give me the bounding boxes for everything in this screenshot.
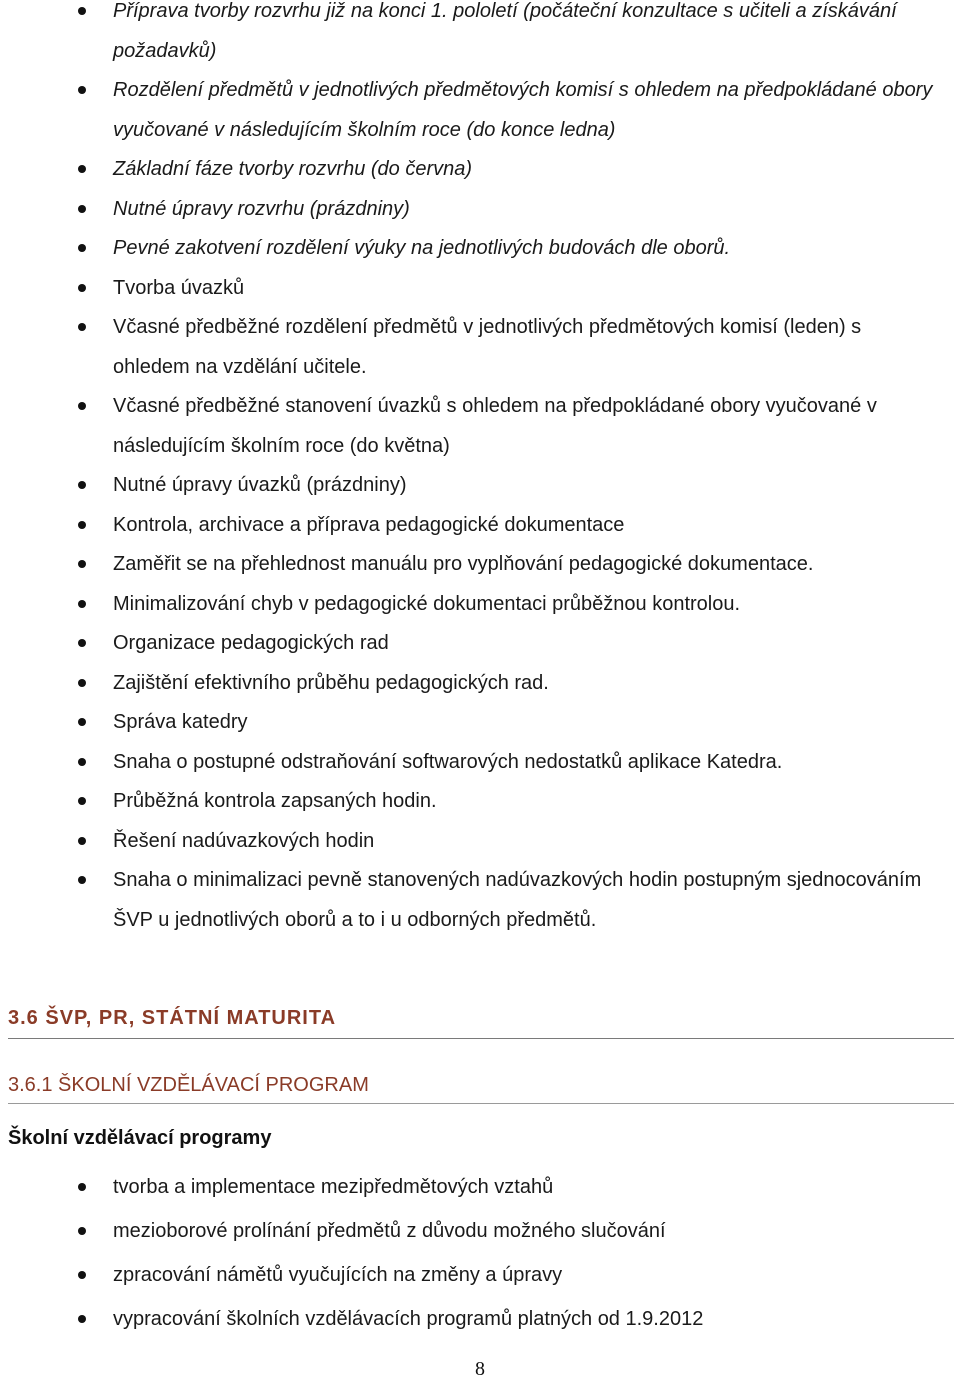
bullet-icon bbox=[78, 1271, 86, 1279]
list-item bbox=[0, 0, 960, 71]
list-item bbox=[0, 1209, 960, 1253]
list-item-text: Tvorba úvazků bbox=[113, 276, 245, 299]
bullet-icon bbox=[78, 284, 86, 292]
page-number: 8 bbox=[475, 1358, 485, 1380]
bullet-icon bbox=[78, 402, 86, 410]
bullet-icon bbox=[78, 797, 86, 805]
list-item-text: Minimalizování chyb v pedagogické dokumentaci průběžnou kontrolou. bbox=[113, 592, 741, 615]
list-item-text: mezioborové prolínání předmětů z důvodu možného slučování bbox=[113, 1220, 666, 1242]
bullet-icon bbox=[78, 758, 86, 766]
bullet-icon bbox=[78, 1315, 86, 1323]
list-item-text: Snaha o minimalizaci pevně stanovených nadúvazkových hodin postupným sjednocováním ŠVP u jednotlivých oborů a to i u odborných předmětů. bbox=[113, 869, 922, 931]
list-item-text: Zajištění efektivního průběhu pedagogických rad. bbox=[113, 671, 549, 694]
list-item-text: Základní fáze tvorby rozvrhu (do června) bbox=[113, 158, 473, 180]
list-item-text: Rozdělení předmětů v jednotlivých předmětových komisí s ohledem na předpokládané obory vyučované v následujícím školním roce (do konce ledna) bbox=[113, 79, 933, 141]
list-item bbox=[0, 506, 960, 546]
list-item bbox=[0, 387, 960, 466]
list-item-text: Průběžná kontrola zapsaných hodin. bbox=[113, 790, 437, 812]
list-item-text: Nutné úpravy úvazků (prázdniny) bbox=[113, 474, 407, 496]
list-item bbox=[0, 782, 960, 822]
list-item-text: Kontrola, archivace a příprava pedagogické dokumentace bbox=[113, 513, 625, 536]
list-item-text: Včasné předběžné rozdělení předmětů v jednotlivých předmětových komisí (leden) s ohledem na vzdělání učitele. bbox=[113, 316, 862, 378]
list-item-text: vypracování školních vzdělávacích programů platných od 1.9.2012 bbox=[113, 1308, 704, 1330]
list-item bbox=[0, 664, 960, 704]
list-item-text: Organizace pedagogických rad bbox=[113, 632, 389, 654]
bullet-icon bbox=[78, 679, 86, 687]
subsection-heading: 3.6.1 ŠKOLNÍ VZDĚLÁVACÍ PROGRAM bbox=[8, 1074, 954, 1104]
list-item-text: Nutné úpravy rozvrhu (prázdniny) bbox=[113, 197, 410, 220]
bullet-icon bbox=[78, 876, 86, 884]
list-item bbox=[0, 703, 960, 743]
list-item-text: Správa katedry bbox=[113, 711, 248, 733]
bullet-icon bbox=[78, 837, 86, 845]
bullet-icon bbox=[78, 86, 86, 94]
bullet-icon bbox=[78, 521, 86, 529]
bullet-list-bottom bbox=[0, 1165, 960, 1341]
list-item bbox=[0, 269, 960, 309]
list-item bbox=[0, 743, 960, 783]
list-item-text: Snaha o postupné odstraňování softwarových nedostatků aplikace Katedra. bbox=[113, 750, 783, 773]
list-item-text: Zaměřit se na přehlednost manuálu pro vyplňování pedagogické dokumentace. bbox=[113, 553, 814, 575]
list-item bbox=[0, 1297, 960, 1341]
list-item bbox=[0, 861, 960, 940]
bullet-icon bbox=[78, 481, 86, 489]
bold-heading: Školní vzdělávací programy bbox=[8, 1127, 272, 1149]
list-item-text: zpracování námětů vyučujících na změny a úpravy bbox=[113, 1264, 563, 1286]
bullet-icon bbox=[78, 244, 86, 252]
bullet-icon bbox=[78, 323, 86, 331]
list-item-text: tvorba a implementace mezipředmětových vztahů bbox=[113, 1176, 554, 1198]
bullet-icon bbox=[78, 560, 86, 568]
list-item bbox=[0, 190, 960, 230]
bullet-icon bbox=[78, 1183, 86, 1191]
section-heading: 3.6 ŠVP, PR, STÁTNÍ MATURITA bbox=[8, 1007, 954, 1039]
list-item-text: Příprava tvorby rozvrhu již na konci 1. pololetí (počáteční konzultace s učiteli a získávání požadavků) bbox=[113, 0, 897, 62]
bullet-icon bbox=[78, 7, 86, 15]
list-item bbox=[0, 624, 960, 664]
bullet-icon bbox=[78, 1227, 86, 1235]
list-item bbox=[0, 229, 960, 269]
list-item bbox=[0, 308, 960, 387]
list-item bbox=[0, 150, 960, 190]
list-item-text: Řešení nadúvazkových hodin bbox=[113, 829, 375, 852]
bullet-icon bbox=[78, 600, 86, 608]
list-item bbox=[0, 466, 960, 506]
list-item bbox=[0, 822, 960, 862]
list-item-text: Pevné zakotvení rozdělení výuky na jednotlivých budovách dle oborů. bbox=[113, 237, 731, 259]
list-item-text: Včasné předběžné stanovení úvazků s ohledem na předpokládané obory vyučované v následujícím školním roce (do května) bbox=[113, 395, 877, 457]
list-item bbox=[0, 585, 960, 625]
bullet-icon bbox=[78, 165, 86, 173]
list-item bbox=[0, 71, 960, 150]
list-item bbox=[0, 545, 960, 585]
bullet-icon bbox=[78, 639, 86, 647]
list-item bbox=[0, 1253, 960, 1297]
bullet-icon bbox=[78, 205, 86, 213]
bullet-icon bbox=[78, 718, 86, 726]
list-item bbox=[0, 1165, 960, 1209]
